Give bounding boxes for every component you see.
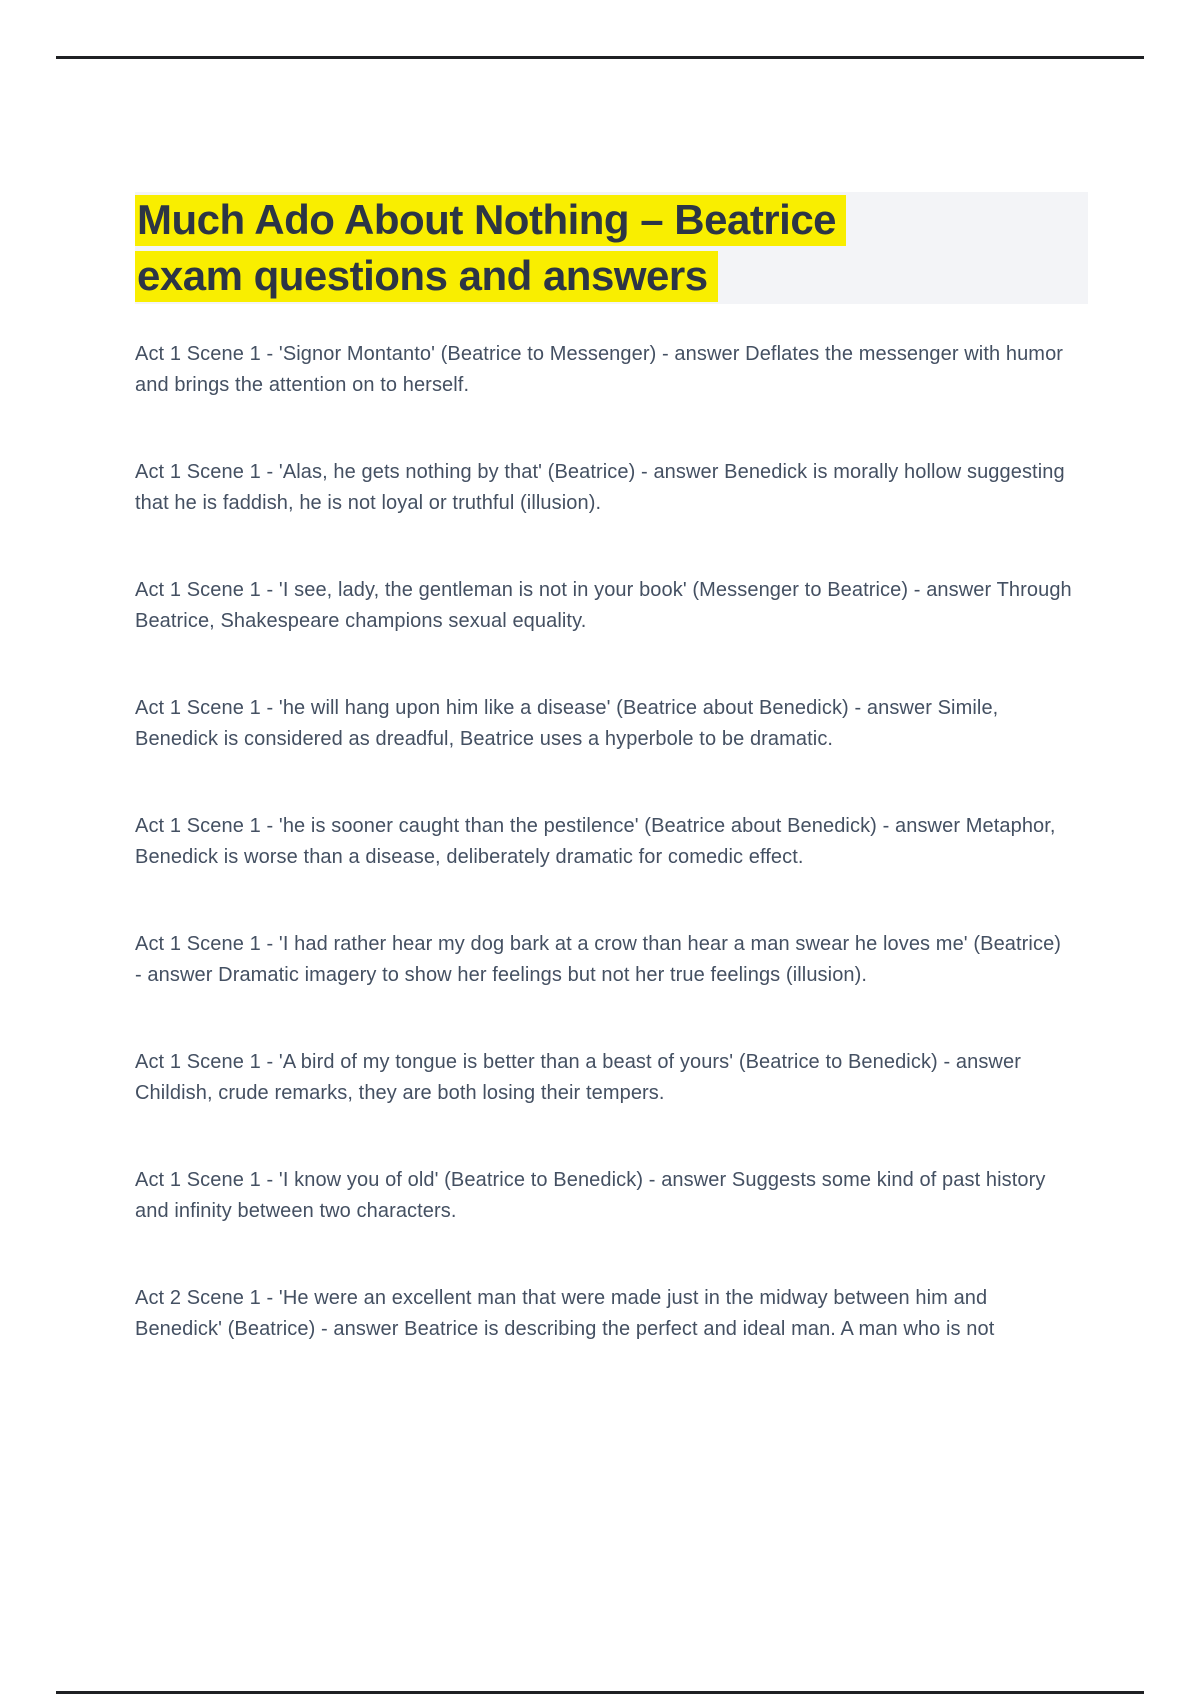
page-title-line-2: exam questions and answers bbox=[135, 251, 718, 302]
header-divider bbox=[56, 56, 1144, 59]
page-title bbox=[135, 192, 1088, 304]
qa-paragraph: Act 1 Scene 1 - 'I see, lady, the gentleman is not in your book' (Messenger to Beatrice) - answer Through Beatrice, Shakespeare champions sexual equality. bbox=[135, 579, 1072, 632]
qa-paragraph: Act 1 Scene 1 - 'he will hang upon him like a disease' (Beatrice about Benedick) - answer Simile, Benedick is considered as dreadful, Beatrice uses a hyperbole to be dramatic. bbox=[135, 697, 999, 750]
qa-paragraph: Act 1 Scene 1 - 'I had rather hear my dog bark at a crow than hear a man swear he loves me' (Beatrice) - answer Dramatic imagery to show her feelings but not her true feelings (illusion). bbox=[135, 933, 1062, 986]
qa-list bbox=[135, 339, 1073, 1345]
title-block bbox=[135, 192, 1088, 304]
footer-divider bbox=[56, 1691, 1144, 1694]
qa-paragraph: Act 1 Scene 1 - 'Signor Montanto' (Beatrice to Messenger) - answer Deflates the messenger with humor and brings the attention on to herself. bbox=[135, 343, 1064, 396]
qa-paragraph: Act 1 Scene 1 - 'I know you of old' (Beatrice to Benedick) - answer Suggests some kind of past history and infinity between two characters. bbox=[135, 1169, 1046, 1222]
qa-paragraph: Act 1 Scene 1 - 'Alas, he gets nothing by that' (Beatrice) - answer Benedick is morally hollow suggesting that he is faddish, he is not loyal or truthful (illusion). bbox=[135, 461, 1065, 514]
qa-paragraph: Act 1 Scene 1 - 'he is sooner caught than the pestilence' (Beatrice about Benedick) - answer Metaphor, Benedick is worse than a disease, deliberately dramatic for comedic effect. bbox=[135, 815, 1056, 868]
page-title-line-1: Much Ado About Nothing – Beatrice bbox=[135, 195, 846, 246]
qa-paragraph: Act 1 Scene 1 - 'A bird of my tongue is better than a beast of yours' (Beatrice to Benedick) - answer Childish, crude remarks, they are both losing their tempers. bbox=[135, 1051, 1021, 1104]
qa-paragraph: Act 2 Scene 1 - 'He were an excellent man that were made just in the midway between him and Benedick' (Beatrice) - answer Beatrice is describing the perfect and ideal man. A man who is not bbox=[135, 1287, 995, 1340]
